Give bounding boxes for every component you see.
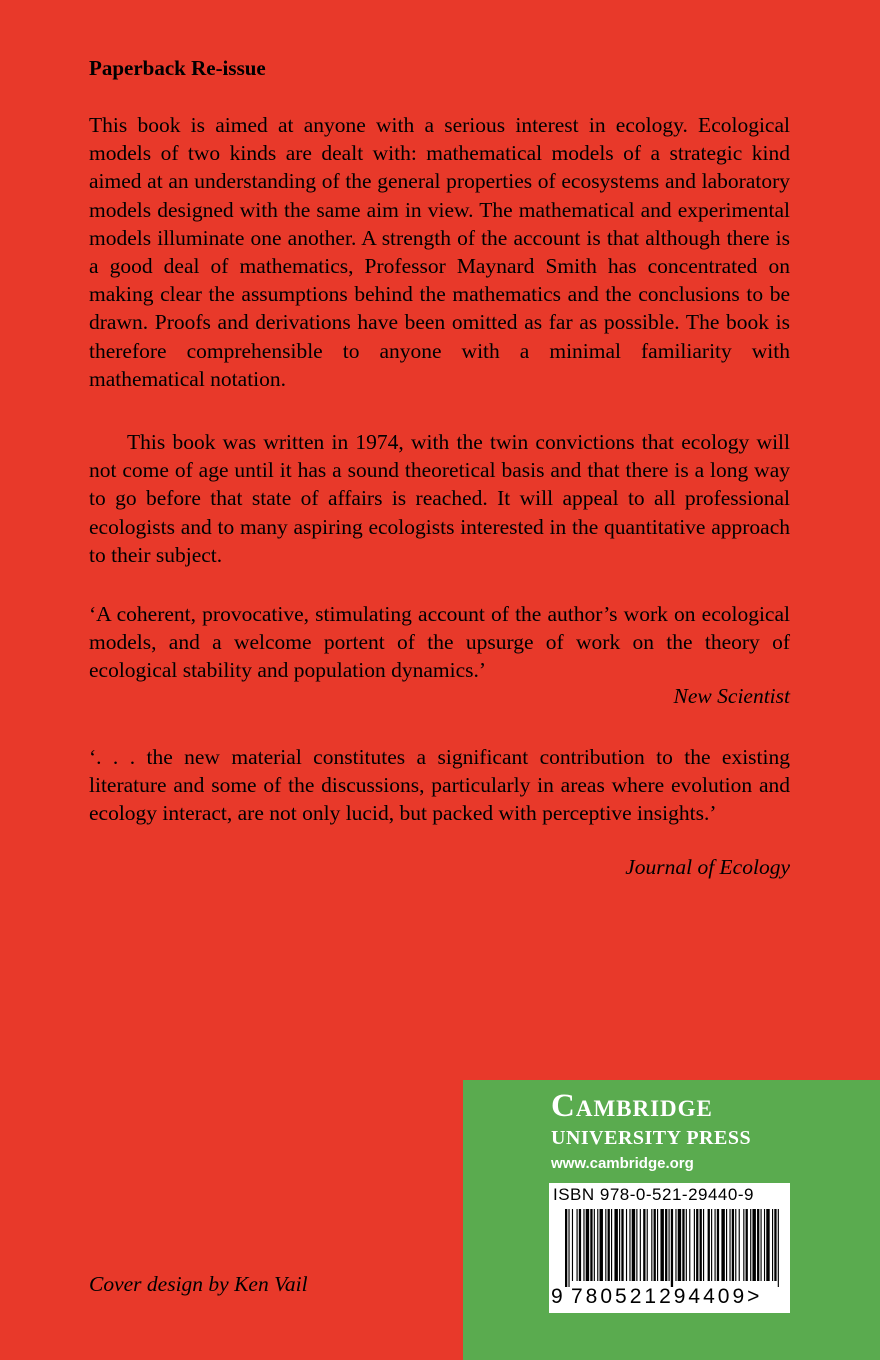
barcode-bar xyxy=(729,1209,730,1281)
review-source-1: New Scientist xyxy=(673,684,790,708)
barcode-bar xyxy=(778,1209,779,1287)
barcode-bar xyxy=(640,1209,641,1281)
blurb-paragraph-1: This book is aimed at anyone with a serious interest in ecology. Ecological models of two kinds are dealt with: mathematical models of a strategic kind aimed at an understanding of the general properties of ecosystems and laboratory models designed with the same aim in view. The mathematical and experimental models illuminate one another. A strength of the account is that although there is a good deal of mathematics, Professor Maynard Smith has concentrated on making clear the assumptions behind the mathematics and the conclusions to be drawn. Proofs and derivations have been omitted as far as possible. The book is therefore comprehensible to anyone with a minimal familiarity with mathematical notation. xyxy=(89,113,790,391)
barcode-bar xyxy=(700,1209,702,1281)
barcode-bar xyxy=(694,1209,695,1281)
barcode-bar xyxy=(708,1209,710,1281)
publisher-block xyxy=(463,1080,880,1360)
barcode-bar xyxy=(619,1209,620,1281)
barcode-bar xyxy=(757,1209,759,1281)
blurb-paragraph-2: This book was written in 1974, with the twin convictions that ecology will not come of age until it has a sound theoretical basis and that there is a long way to go before that state of affairs is reached. It will appeal to all professional ecologists and to many aspiring ecologists interested in the quantitative approach to their subject. xyxy=(89,430,790,567)
barcode-bar xyxy=(678,1209,681,1281)
barcode-bar xyxy=(665,1209,667,1281)
barcode-bar xyxy=(671,1209,673,1287)
barcode-bar xyxy=(764,1209,765,1281)
barcode-bar xyxy=(715,1209,716,1281)
barcode-bar xyxy=(583,1209,584,1281)
barcode-bar xyxy=(586,1209,589,1281)
barcode-bar xyxy=(761,1209,762,1281)
barcode-bar xyxy=(597,1209,598,1281)
barcode-bar xyxy=(632,1209,635,1281)
barcode-bar xyxy=(657,1209,658,1281)
barcode-bar xyxy=(732,1209,734,1281)
barcode-bar xyxy=(605,1209,606,1281)
barcode-bar xyxy=(565,1209,567,1287)
barcode-bar xyxy=(660,1209,663,1281)
barcode-bar xyxy=(689,1209,690,1281)
barcode-bar xyxy=(766,1209,769,1281)
publisher-url: www.cambridge.org xyxy=(551,1155,694,1172)
barcode-panel xyxy=(549,1183,790,1313)
barcode-bar xyxy=(600,1209,603,1281)
barcode-bar xyxy=(579,1209,581,1281)
barcode-bar xyxy=(752,1209,755,1281)
barcode-bar xyxy=(568,1209,569,1287)
barcode-bar xyxy=(703,1209,704,1281)
barcode-bar xyxy=(686,1209,687,1281)
barcode-bar xyxy=(608,1209,610,1281)
barcode-bar xyxy=(636,1209,637,1281)
barcode-bar xyxy=(750,1209,751,1281)
barcode-bar xyxy=(735,1209,736,1281)
barcode-bar xyxy=(743,1209,744,1281)
barcode-bar xyxy=(721,1209,724,1281)
barcode-bar xyxy=(772,1209,773,1281)
barcode-bar xyxy=(626,1209,627,1281)
barcode-bar xyxy=(696,1209,698,1281)
barcode-bar xyxy=(572,1209,573,1281)
barcode-bar xyxy=(746,1209,748,1281)
barcode-bar xyxy=(726,1209,727,1281)
barcode-bar xyxy=(739,1209,740,1281)
barcode-bar xyxy=(651,1209,652,1281)
barcode-bar xyxy=(643,1209,645,1281)
publisher-subtitle: UNIVERSITY PRESS xyxy=(551,1127,752,1149)
isbn-label: ISBN 978-0-521-29440-9 xyxy=(553,1185,754,1204)
barcode-bar xyxy=(717,1209,719,1281)
barcode-bar xyxy=(647,1209,648,1281)
ean-digits: 780521294409> xyxy=(571,1285,763,1308)
barcode-bar xyxy=(629,1209,630,1281)
review-quote-1: ‘A coherent, provocative, stimulating account of the author’s work on ecological models, and a welcome portent of the upsurge of work on the theory of ecological stability and population dynamics.’ xyxy=(89,602,790,683)
barcode-bar xyxy=(614,1209,617,1281)
barcode-bar xyxy=(621,1209,623,1281)
review-source-2: Journal of Ecology xyxy=(625,855,790,879)
barcode-bar xyxy=(590,1209,592,1281)
barcode-bar xyxy=(594,1209,595,1281)
barcode-bar xyxy=(654,1209,656,1281)
publisher-name: Cambridge xyxy=(551,1088,713,1124)
barcode-icon xyxy=(553,1209,786,1287)
cover-design-credit: Cover design by Ken Vail xyxy=(89,1272,308,1296)
barcode-bar xyxy=(577,1209,578,1281)
barcode-bar xyxy=(682,1209,684,1281)
barcode-bar xyxy=(675,1209,676,1281)
review-quote-2: ‘. . . the new material constitutes a significant contribution to the existing literature and some of the discussions, particularly in areas where evolution and ecology interact, are not only lucid, but packed with perceptive insights.’ xyxy=(89,745,790,826)
barcode-bar xyxy=(774,1209,776,1281)
back-cover-heading: Paperback Re-issue xyxy=(89,56,266,80)
ean-first-digit: 9 xyxy=(551,1285,563,1308)
barcode-bar xyxy=(669,1209,670,1281)
barcode-bar xyxy=(611,1209,612,1281)
barcode-bar xyxy=(711,1209,712,1281)
